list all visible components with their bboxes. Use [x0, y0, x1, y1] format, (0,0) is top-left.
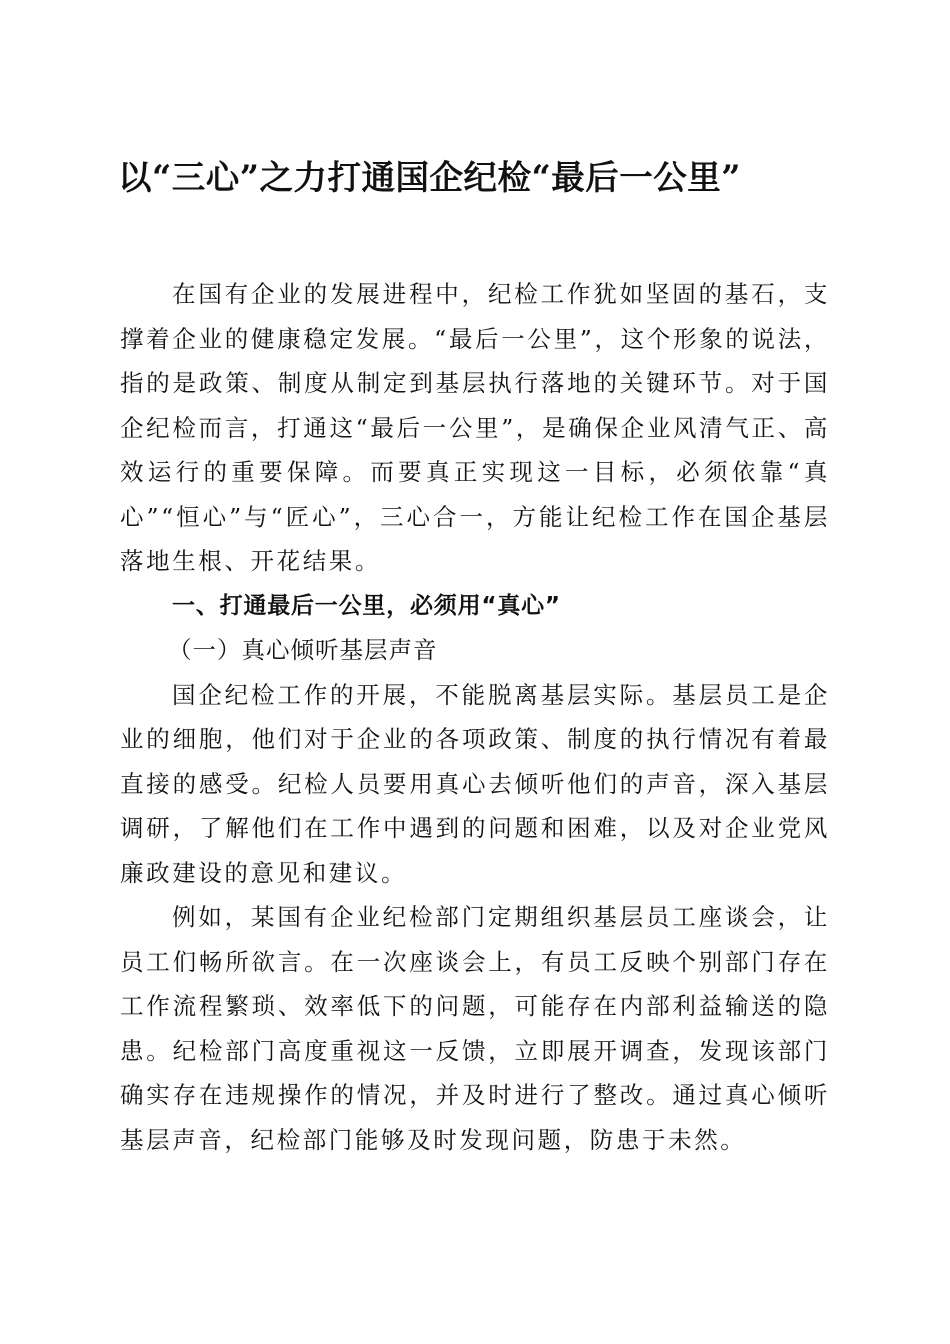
body-paragraph: 国企纪检工作的开展，不能脱离基层实际。基层员工是企业的细胞，他们对于企业的各项政策、制度的执行情况有着最直接的感受。纪检人员要用真心去倾听他们的声音，深入基层调研，了解他们在工作中遇到的问题和困难，以及对企业党风廉政建设的意见和建议。 [120, 680, 830, 887]
subsection-heading: （一）真心倾听基层声音 [168, 636, 438, 664]
body-paragraph: 例如，某国有企业纪检部门定期组织基层员工座谈会，让员工们畅所欲言。在一次座谈会上，有员工反映个别部门存在工作流程繁琐、效率低下的问题，可能存在内部利益输送的隐患。纪检部门高度重视这一反馈，立即展开调查，发现该部门确实存在违规操作的情况，并及时进行了整改。通过真心倾听基层声音，纪检部门能够及时发现问题，防患于未然。 [120, 903, 830, 1154]
intro-paragraph: 在国有企业的发展进程中，纪检工作犹如坚固的基石，支撑着企业的健康稳定发展。“最后一公里”，这个形象的说法，指的是政策、制度从制定到基层执行落地的关键环节。对于国企纪检而言，打通这“最后一公里”，是确保企业风清气正、高效运行的重要保障。而要真正实现这一目标，必须依靠“真心”“恒心”与“匠心”，三心合一，方能让纪检工作在国企基层落地生根、开花结果。 [120, 280, 830, 575]
document-title: 以“三心”之力打通国企纪检“最后一公里” [118, 158, 742, 197]
section-heading: 一、打通最后一公里，必须用“真心” [172, 592, 561, 619]
document-body [120, 272, 830, 1162]
